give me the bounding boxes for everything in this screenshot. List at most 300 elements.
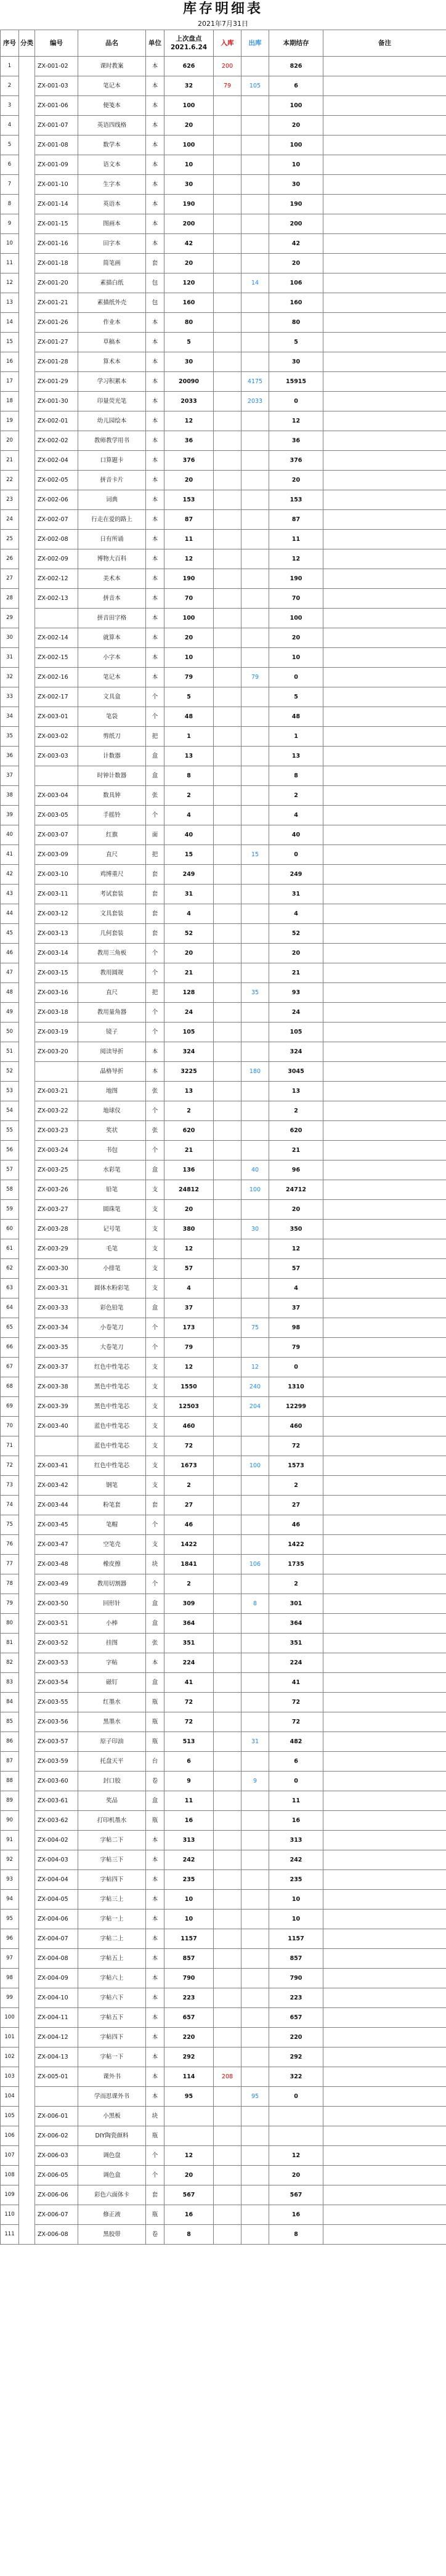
table-row xyxy=(1,1870,446,1890)
row-code: ZX-003-04 xyxy=(35,786,78,806)
row-prev-stock: 72 xyxy=(164,1712,214,1732)
row-remark xyxy=(323,569,446,589)
row-unit: 本 xyxy=(146,490,164,510)
row-remark xyxy=(323,1298,446,1318)
header-category: 分类 xyxy=(19,30,35,57)
row-out xyxy=(241,1850,269,1870)
row-code: ZX-003-05 xyxy=(35,806,78,825)
row-seq: 98 xyxy=(1,1969,19,1988)
row-category xyxy=(19,57,35,2245)
row-prev-stock: 153 xyxy=(164,490,214,510)
row-remark xyxy=(323,155,446,175)
row-unit: 盒 xyxy=(146,1791,164,1811)
row-unit: 卷 xyxy=(146,2225,164,2245)
row-remark xyxy=(323,2205,446,2225)
row-stock: 1735 xyxy=(269,1555,323,1574)
header-in: 入库 xyxy=(214,30,241,57)
row-unit: 盒 xyxy=(146,1594,164,1614)
row-name: 美术本 xyxy=(78,569,146,589)
header-unit: 单位 xyxy=(146,30,164,57)
row-unit: 个 xyxy=(146,963,164,983)
row-out xyxy=(241,530,269,549)
header-remark: 备注 xyxy=(323,30,446,57)
row-out xyxy=(241,2008,269,2028)
table-row xyxy=(1,392,446,411)
row-remark xyxy=(323,668,446,687)
row-in xyxy=(214,1397,241,1417)
row-unit: 套 xyxy=(146,1496,164,1515)
row-stock: 6 xyxy=(269,1752,323,1772)
row-unit: 本 xyxy=(146,431,164,451)
row-out xyxy=(241,1890,269,1910)
row-code: ZX-003-55 xyxy=(35,1693,78,1712)
row-remark xyxy=(323,2107,446,2126)
row-in xyxy=(214,549,241,569)
row-code: ZX-003-19 xyxy=(35,1023,78,1042)
row-in xyxy=(214,451,241,471)
row-seq: 69 xyxy=(1,1397,19,1417)
row-code: ZX-003-18 xyxy=(35,1003,78,1023)
row-prev-stock: 114 xyxy=(164,2067,214,2087)
row-stock: 8 xyxy=(269,2225,323,2245)
row-code: ZX-003-07 xyxy=(35,825,78,845)
row-out xyxy=(241,1712,269,1732)
row-in xyxy=(214,392,241,411)
row-out: 75 xyxy=(241,1318,269,1338)
row-remark xyxy=(323,1811,446,1831)
row-remark xyxy=(323,865,446,885)
table-row xyxy=(1,1831,446,1850)
row-out xyxy=(241,1259,269,1279)
row-code: ZX-002-05 xyxy=(35,471,78,490)
row-in xyxy=(214,628,241,648)
row-in xyxy=(214,1180,241,1200)
row-in xyxy=(214,1279,241,1298)
row-out: 4175 xyxy=(241,372,269,392)
row-name: 英语本 xyxy=(78,195,146,214)
row-prev-stock: 1422 xyxy=(164,1535,214,1555)
row-out xyxy=(241,1791,269,1811)
row-stock: 12299 xyxy=(269,1397,323,1417)
row-unit: 本 xyxy=(146,1949,164,1969)
row-code: ZX-003-10 xyxy=(35,865,78,885)
row-name: 字帖二下 xyxy=(78,1831,146,1850)
row-name: 考试套装 xyxy=(78,885,146,904)
row-out: 2033 xyxy=(241,392,269,411)
row-remark xyxy=(323,1555,446,1574)
row-unit: 本 xyxy=(146,451,164,471)
row-seq: 106 xyxy=(1,2126,19,2146)
row-code: ZX-002-16 xyxy=(35,668,78,687)
row-code: ZX-002-12 xyxy=(35,569,78,589)
row-unit: 本 xyxy=(146,76,164,96)
row-in xyxy=(214,1417,241,1436)
table-row xyxy=(1,766,446,786)
row-name: 奖品 xyxy=(78,1791,146,1811)
row-unit: 盒 xyxy=(146,1160,164,1180)
row-seq: 2 xyxy=(1,76,19,96)
row-out xyxy=(241,687,269,707)
row-seq: 59 xyxy=(1,1200,19,1220)
row-remark xyxy=(323,1929,446,1949)
row-unit: 包 xyxy=(146,293,164,313)
row-seq: 65 xyxy=(1,1318,19,1338)
row-out xyxy=(241,924,269,944)
row-remark xyxy=(323,1042,446,1062)
row-seq: 100 xyxy=(1,2008,19,2028)
row-stock: 87 xyxy=(269,510,323,530)
row-name: 幼儿园绘本 xyxy=(78,411,146,431)
row-seq: 25 xyxy=(1,530,19,549)
row-code: ZX-004-07 xyxy=(35,1929,78,1949)
row-out: 9 xyxy=(241,1772,269,1791)
row-unit: 张 xyxy=(146,1082,164,1101)
row-seq: 32 xyxy=(1,668,19,687)
row-code: ZX-004-03 xyxy=(35,1850,78,1870)
row-in: 200 xyxy=(214,57,241,76)
row-seq: 64 xyxy=(1,1298,19,1318)
row-unit: 个 xyxy=(146,806,164,825)
row-stock: 31 xyxy=(269,885,323,904)
row-code: ZX-003-37 xyxy=(35,1358,78,1377)
row-stock: 322 xyxy=(269,2067,323,2087)
row-in xyxy=(214,885,241,904)
row-name: 教师教学用书 xyxy=(78,431,146,451)
table-row xyxy=(1,549,446,569)
row-out xyxy=(241,1003,269,1023)
row-seq: 108 xyxy=(1,2166,19,2185)
table-row xyxy=(1,1594,446,1614)
row-remark xyxy=(323,2008,446,2028)
row-code: ZX-003-54 xyxy=(35,1673,78,1693)
row-remark xyxy=(323,549,446,569)
row-code: ZX-006-08 xyxy=(35,2225,78,2245)
row-prev-stock: 15 xyxy=(164,845,214,865)
table-row xyxy=(1,2047,446,2067)
row-seq: 109 xyxy=(1,2185,19,2205)
row-in xyxy=(214,924,241,944)
row-stock: 16 xyxy=(269,1811,323,1831)
row-remark xyxy=(323,1338,446,1358)
table-row xyxy=(1,983,446,1003)
table-body xyxy=(1,57,446,2245)
row-code: ZX-001-06 xyxy=(35,96,78,116)
row-name: 就算本 xyxy=(78,628,146,648)
row-name: 几何套装 xyxy=(78,924,146,944)
row-stock: 41 xyxy=(269,1673,323,1693)
row-seq: 49 xyxy=(1,1003,19,1023)
row-unit: 个 xyxy=(146,1574,164,1594)
row-in xyxy=(214,1574,241,1594)
table-row xyxy=(1,1712,446,1732)
row-in xyxy=(214,1220,241,1239)
row-in xyxy=(214,944,241,963)
row-name: 红色中性笔芯 xyxy=(78,1456,146,1476)
row-name: 黑墨水 xyxy=(78,1712,146,1732)
row-seq: 74 xyxy=(1,1496,19,1515)
row-prev-stock: 160 xyxy=(164,293,214,313)
table-row xyxy=(1,471,446,490)
row-remark xyxy=(323,451,446,471)
row-in xyxy=(214,214,241,234)
row-in xyxy=(214,1949,241,1969)
row-in xyxy=(214,786,241,806)
row-stock: 10 xyxy=(269,1890,323,1910)
row-remark xyxy=(323,1318,446,1338)
row-prev-stock: 12 xyxy=(164,411,214,431)
row-in xyxy=(214,2126,241,2146)
row-name: 课外书 xyxy=(78,2067,146,2087)
row-in xyxy=(214,1772,241,1791)
row-seq: 13 xyxy=(1,293,19,313)
row-unit: 本 xyxy=(146,136,164,155)
row-unit: 支 xyxy=(146,1456,164,1476)
row-remark xyxy=(323,1634,446,1653)
header-seq: 序号 xyxy=(1,30,19,57)
row-prev-stock: 12 xyxy=(164,1239,214,1259)
row-remark xyxy=(323,1653,446,1673)
row-unit: 本 xyxy=(146,1969,164,1988)
header-prev-stock-date: 2021.6.24 xyxy=(170,44,208,51)
row-seq: 92 xyxy=(1,1850,19,1870)
row-code: ZX-006-05 xyxy=(35,2166,78,2185)
row-stock: 3045 xyxy=(269,1062,323,1082)
row-stock: 36 xyxy=(269,431,323,451)
row-stock: 79 xyxy=(269,1338,323,1358)
row-stock: 13 xyxy=(269,1082,323,1101)
table-row xyxy=(1,825,446,845)
row-in xyxy=(214,589,241,609)
row-remark xyxy=(323,490,446,510)
row-out: 204 xyxy=(241,1397,269,1417)
row-stock: 10 xyxy=(269,1910,323,1929)
table-row xyxy=(1,1673,446,1693)
row-unit: 块 xyxy=(146,2107,164,2126)
row-name: 教用切割器 xyxy=(78,1574,146,1594)
row-in xyxy=(214,175,241,195)
row-in xyxy=(214,727,241,747)
row-name: 数具钟 xyxy=(78,786,146,806)
row-out xyxy=(241,1653,269,1673)
row-prev-stock: 52 xyxy=(164,924,214,944)
row-name: 直尺 xyxy=(78,845,146,865)
row-in xyxy=(214,1811,241,1831)
row-out xyxy=(241,510,269,530)
row-out xyxy=(241,1141,269,1160)
table-row xyxy=(1,806,446,825)
row-name: 小卷笔刀 xyxy=(78,1318,146,1338)
table-row xyxy=(1,1397,446,1417)
table-row xyxy=(1,136,446,155)
row-seq: 56 xyxy=(1,1141,19,1160)
row-out xyxy=(241,1949,269,1969)
row-stock: 5 xyxy=(269,333,323,352)
row-out xyxy=(241,1338,269,1358)
row-unit: 个 xyxy=(146,2146,164,2166)
row-stock: 20 xyxy=(269,944,323,963)
table-row xyxy=(1,1772,446,1791)
row-remark xyxy=(323,1121,446,1141)
row-seq: 31 xyxy=(1,648,19,668)
row-remark xyxy=(323,1259,446,1279)
table-row xyxy=(1,1239,446,1259)
row-seq: 78 xyxy=(1,1574,19,1594)
row-in xyxy=(214,1831,241,1850)
row-unit: 本 xyxy=(146,510,164,530)
row-name: 博物大百科 xyxy=(78,549,146,569)
row-stock: 24 xyxy=(269,1003,323,1023)
row-seq: 77 xyxy=(1,1555,19,1574)
row-in xyxy=(214,1653,241,1673)
row-stock: 30 xyxy=(269,175,323,195)
row-out xyxy=(241,865,269,885)
row-out xyxy=(241,589,269,609)
row-in xyxy=(214,1338,241,1358)
row-stock: 1310 xyxy=(269,1377,323,1397)
table-row xyxy=(1,1988,446,2008)
row-stock: 21 xyxy=(269,963,323,983)
row-in xyxy=(214,273,241,293)
row-unit: 支 xyxy=(146,1259,164,1279)
row-stock: 20 xyxy=(269,2166,323,2185)
row-out xyxy=(241,1870,269,1890)
row-stock: 2 xyxy=(269,1101,323,1121)
row-code: ZX-001-18 xyxy=(35,254,78,273)
row-stock: 224 xyxy=(269,1653,323,1673)
row-stock: 48 xyxy=(269,707,323,727)
table-row xyxy=(1,1555,446,1574)
row-remark xyxy=(323,392,446,411)
row-seq: 45 xyxy=(1,924,19,944)
row-unit: 套 xyxy=(146,865,164,885)
table-row xyxy=(1,904,446,924)
row-name: 笔记本 xyxy=(78,668,146,687)
table-row xyxy=(1,687,446,707)
row-prev-stock: 790 xyxy=(164,1969,214,1988)
row-remark xyxy=(323,116,446,136)
row-remark xyxy=(323,628,446,648)
row-in xyxy=(214,1752,241,1772)
table-row xyxy=(1,2028,446,2047)
table-row xyxy=(1,786,446,806)
row-prev-stock: 4 xyxy=(164,904,214,924)
row-remark xyxy=(323,76,446,96)
row-unit: 本 xyxy=(146,155,164,175)
row-remark xyxy=(323,96,446,116)
row-name: 空笔壳 xyxy=(78,1535,146,1555)
row-prev-stock: 12 xyxy=(164,1358,214,1377)
row-name: 生字本 xyxy=(78,175,146,195)
row-name: 计数器 xyxy=(78,747,146,766)
row-stock: 0 xyxy=(269,1358,323,1377)
row-name: 修正液 xyxy=(78,2205,146,2225)
row-stock: 57 xyxy=(269,1259,323,1279)
row-unit: 卷 xyxy=(146,1772,164,1791)
row-name: 草稿本 xyxy=(78,333,146,352)
table-row xyxy=(1,707,446,727)
row-remark xyxy=(323,589,446,609)
row-stock: 482 xyxy=(269,1732,323,1752)
row-prev-stock: 1157 xyxy=(164,1929,214,1949)
row-seq: 110 xyxy=(1,2205,19,2225)
row-code: ZX-002-02 xyxy=(35,431,78,451)
row-prev-stock: 36 xyxy=(164,431,214,451)
row-stock: 42 xyxy=(269,234,323,254)
row-in xyxy=(214,510,241,530)
row-unit: 本 xyxy=(146,1850,164,1870)
row-name: 记号笔 xyxy=(78,1220,146,1239)
row-unit: 本 xyxy=(146,352,164,372)
row-out xyxy=(241,963,269,983)
row-prev-stock: 220 xyxy=(164,2028,214,2047)
row-out xyxy=(241,1436,269,1456)
row-unit: 支 xyxy=(146,1220,164,1239)
row-stock: 190 xyxy=(269,569,323,589)
row-unit: 台 xyxy=(146,1752,164,1772)
table-row xyxy=(1,865,446,885)
row-name: 托盘天平 xyxy=(78,1752,146,1772)
row-code: ZX-003-20 xyxy=(35,1042,78,1062)
row-unit: 本 xyxy=(146,628,164,648)
row-seq: 73 xyxy=(1,1476,19,1496)
row-prev-stock: 10 xyxy=(164,1910,214,1929)
row-in xyxy=(214,825,241,845)
row-seq: 95 xyxy=(1,1910,19,1929)
table-row xyxy=(1,293,446,313)
table-row xyxy=(1,589,446,609)
row-stock: 790 xyxy=(269,1969,323,1988)
row-remark xyxy=(323,352,446,372)
row-remark xyxy=(323,1949,446,1969)
row-prev-stock: 1 xyxy=(164,727,214,747)
row-seq: 40 xyxy=(1,825,19,845)
row-remark xyxy=(323,1574,446,1594)
row-code: ZX-001-30 xyxy=(35,392,78,411)
row-in xyxy=(214,1673,241,1693)
row-seq: 4 xyxy=(1,116,19,136)
row-remark xyxy=(323,1831,446,1850)
row-name: 素描白纸 xyxy=(78,273,146,293)
row-out xyxy=(241,609,269,628)
row-out xyxy=(241,2146,269,2166)
row-remark xyxy=(323,195,446,214)
row-unit: 把 xyxy=(146,983,164,1003)
row-in xyxy=(214,254,241,273)
row-remark xyxy=(323,1969,446,1988)
row-out xyxy=(241,1693,269,1712)
table-row xyxy=(1,648,446,668)
row-in xyxy=(214,1200,241,1220)
row-remark xyxy=(323,1712,446,1732)
row-in xyxy=(214,609,241,628)
table-row xyxy=(1,2185,446,2205)
row-seq: 94 xyxy=(1,1890,19,1910)
row-seq: 3 xyxy=(1,96,19,116)
row-seq: 55 xyxy=(1,1121,19,1141)
row-seq: 24 xyxy=(1,510,19,530)
row-out xyxy=(241,707,269,727)
row-prev-stock: 2 xyxy=(164,786,214,806)
row-prev-stock: 57 xyxy=(164,1259,214,1279)
row-code: ZX-003-21 xyxy=(35,1082,78,1101)
table-row xyxy=(1,333,446,352)
row-prev-stock: 1841 xyxy=(164,1555,214,1574)
row-remark xyxy=(323,1910,446,1929)
row-seq: 87 xyxy=(1,1752,19,1772)
row-code xyxy=(35,1062,78,1082)
row-out xyxy=(241,234,269,254)
row-code: ZX-003-12 xyxy=(35,904,78,924)
